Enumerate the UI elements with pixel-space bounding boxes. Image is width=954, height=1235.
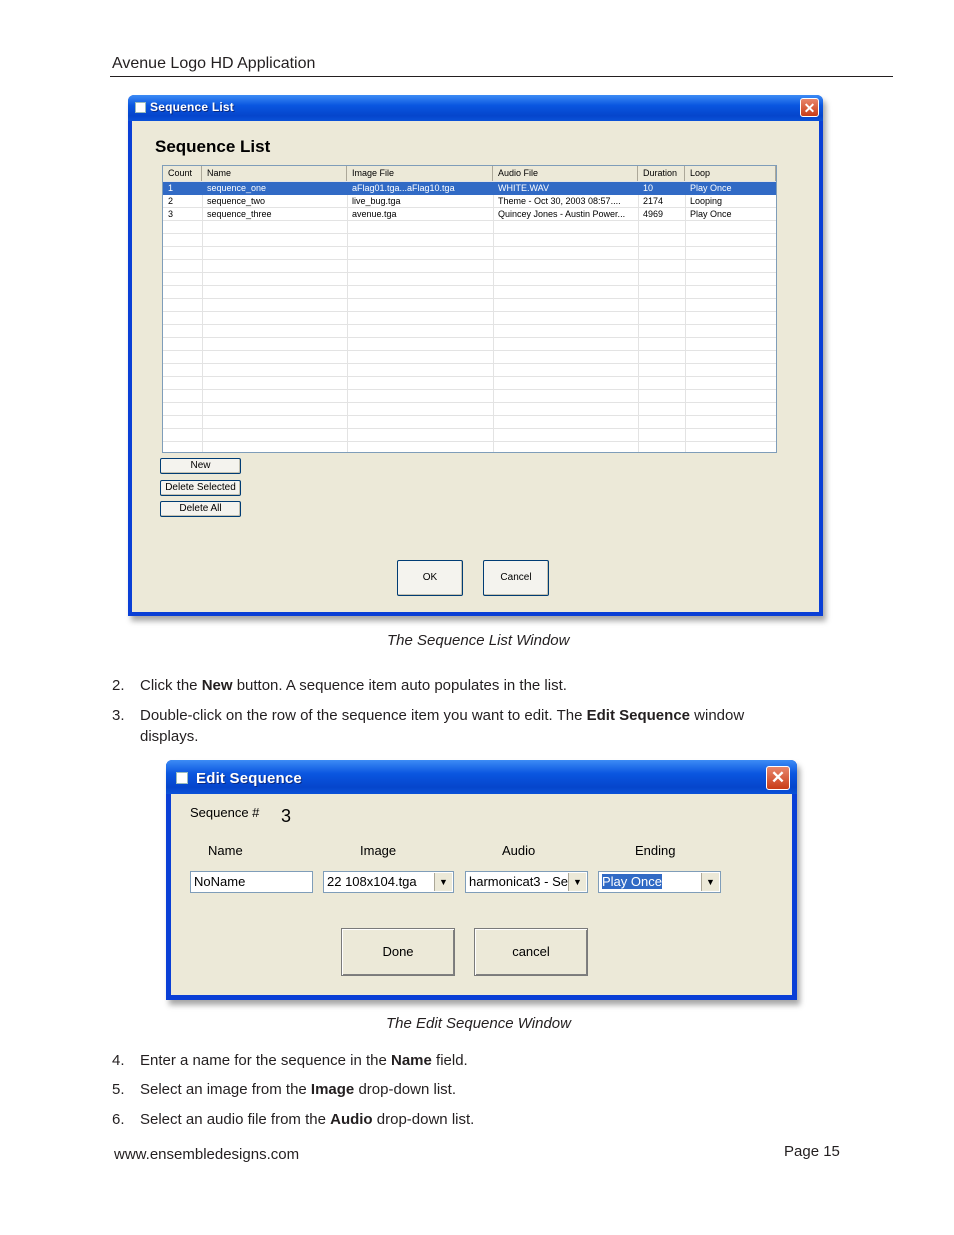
chevron-down-icon[interactable]: ▼ [701,873,719,891]
ending-label: Ending [635,843,676,858]
sequence-list-titlebar[interactable] [128,95,823,121]
image-label: Image [360,843,397,858]
table-cell: Theme - Oct 30, 2003 08:57.... [498,196,621,206]
table-row[interactable] [163,208,776,221]
step-text: Click the New button. A sequence item auto populates in the list. [140,677,567,694]
figure-caption-edit-sequence: The Edit Sequence Window [386,1015,571,1032]
table-cell: 2174 [643,196,664,206]
window-app-icon [176,772,188,784]
chevron-down-icon[interactable]: ▼ [434,873,452,891]
column-header[interactable]: Loop [685,166,776,181]
image-dropdown[interactable] [323,871,454,893]
audio-label: Audio [502,843,536,858]
table-cell: aFlag01.tga...aFlag10.tga [352,183,455,193]
sequence-list-view[interactable] [162,165,777,453]
table-cell: sequence_one [207,183,267,193]
list-header [163,166,776,182]
sequence-number-label: Sequence # [190,805,260,820]
step-number: 4. [112,1052,125,1069]
image-dropdown-value: 22 108x104.tga [327,874,417,889]
table-cell: sequence_two [207,196,266,206]
close-icon[interactable]: ✕ [800,98,819,117]
column-header[interactable]: Image File [347,166,493,181]
table-row[interactable] [163,195,776,208]
grid-line [202,181,203,452]
table-cell: WHITE.WAV [498,183,549,193]
ending-dropdown-value: Play Once [602,874,662,889]
close-icon[interactable]: ✕ [766,766,790,790]
grid-line [685,181,686,452]
name-label: Name [208,843,243,858]
delete-selected-button[interactable]: Delete Selected [160,480,241,496]
table-cell: Quincey Jones - Austin Power... [498,209,626,219]
column-header[interactable]: Name [202,166,347,181]
delete-all-button[interactable]: Delete All [160,501,241,517]
header-rule [110,76,893,77]
document-header: Avenue Logo HD Application [112,55,316,72]
edit-sequence-window [166,760,797,1000]
page-number: Page 15 [784,1143,840,1160]
grid-line [493,181,494,452]
edit-sequence-titlebar[interactable] [166,760,797,794]
step-number: 5. [112,1081,125,1098]
sequence-list-window [128,95,823,616]
sequence-list-client [132,121,819,612]
sequence-list-heading: Sequence List [155,137,271,156]
new-button[interactable]: New [160,458,241,474]
table-cell: Looping [690,196,723,206]
ok-button[interactable]: OK [397,560,463,596]
table-row[interactable] [163,182,776,195]
table-cell: Play Once [690,209,732,219]
table-cell: Play Once [690,183,732,193]
window-title: Edit Sequence [196,770,302,787]
chevron-down-icon[interactable]: ▼ [568,873,586,891]
cancel-button[interactable]: Cancel [483,560,549,596]
ending-dropdown[interactable] [598,871,721,893]
step-text: Select an audio file from the Audio drop-down list. [140,1111,475,1128]
column-header[interactable]: Audio File [493,166,638,181]
name-field[interactable]: NoName [190,871,313,893]
sequence-number-value: 3 [281,806,292,826]
edit-sequence-client [171,794,792,995]
table-cell: 4969 [643,209,664,219]
step-text: Select an image from the Image drop-down list. [140,1081,456,1098]
footer-website: www.ensembledesigns.com [114,1146,300,1163]
table-cell: 1 [168,183,174,193]
table-cell: sequence_three [207,209,272,219]
step-number: 6. [112,1111,125,1128]
window-app-icon [135,102,146,113]
table-cell: 2 [168,196,174,206]
step-text: Enter a name for the sequence in the Name field. [140,1052,468,1069]
table-cell: 3 [168,209,174,219]
column-header[interactable]: Duration [638,166,685,181]
cancel-button[interactable]: cancel [474,928,588,976]
step-number: 2. [112,677,125,694]
done-button[interactable]: Done [341,928,455,976]
table-cell: 10 [643,183,654,193]
window-title: Sequence List [150,100,234,114]
step-number: 3. [112,707,125,724]
step-text: Double-click on the row of the sequence item you want to edit. The Edit Sequence window displays. [140,707,745,745]
audio-dropdown[interactable] [465,871,588,893]
column-header[interactable]: Count [163,166,202,181]
grid-line [638,181,639,452]
table-cell: avenue.tga [352,209,397,219]
table-cell: live_bug.tga [352,196,401,206]
figure-caption-sequence-list: The Sequence List Window [387,632,570,649]
audio-dropdown-value: harmonicat3 - Se [469,874,568,889]
grid-line [347,181,348,452]
